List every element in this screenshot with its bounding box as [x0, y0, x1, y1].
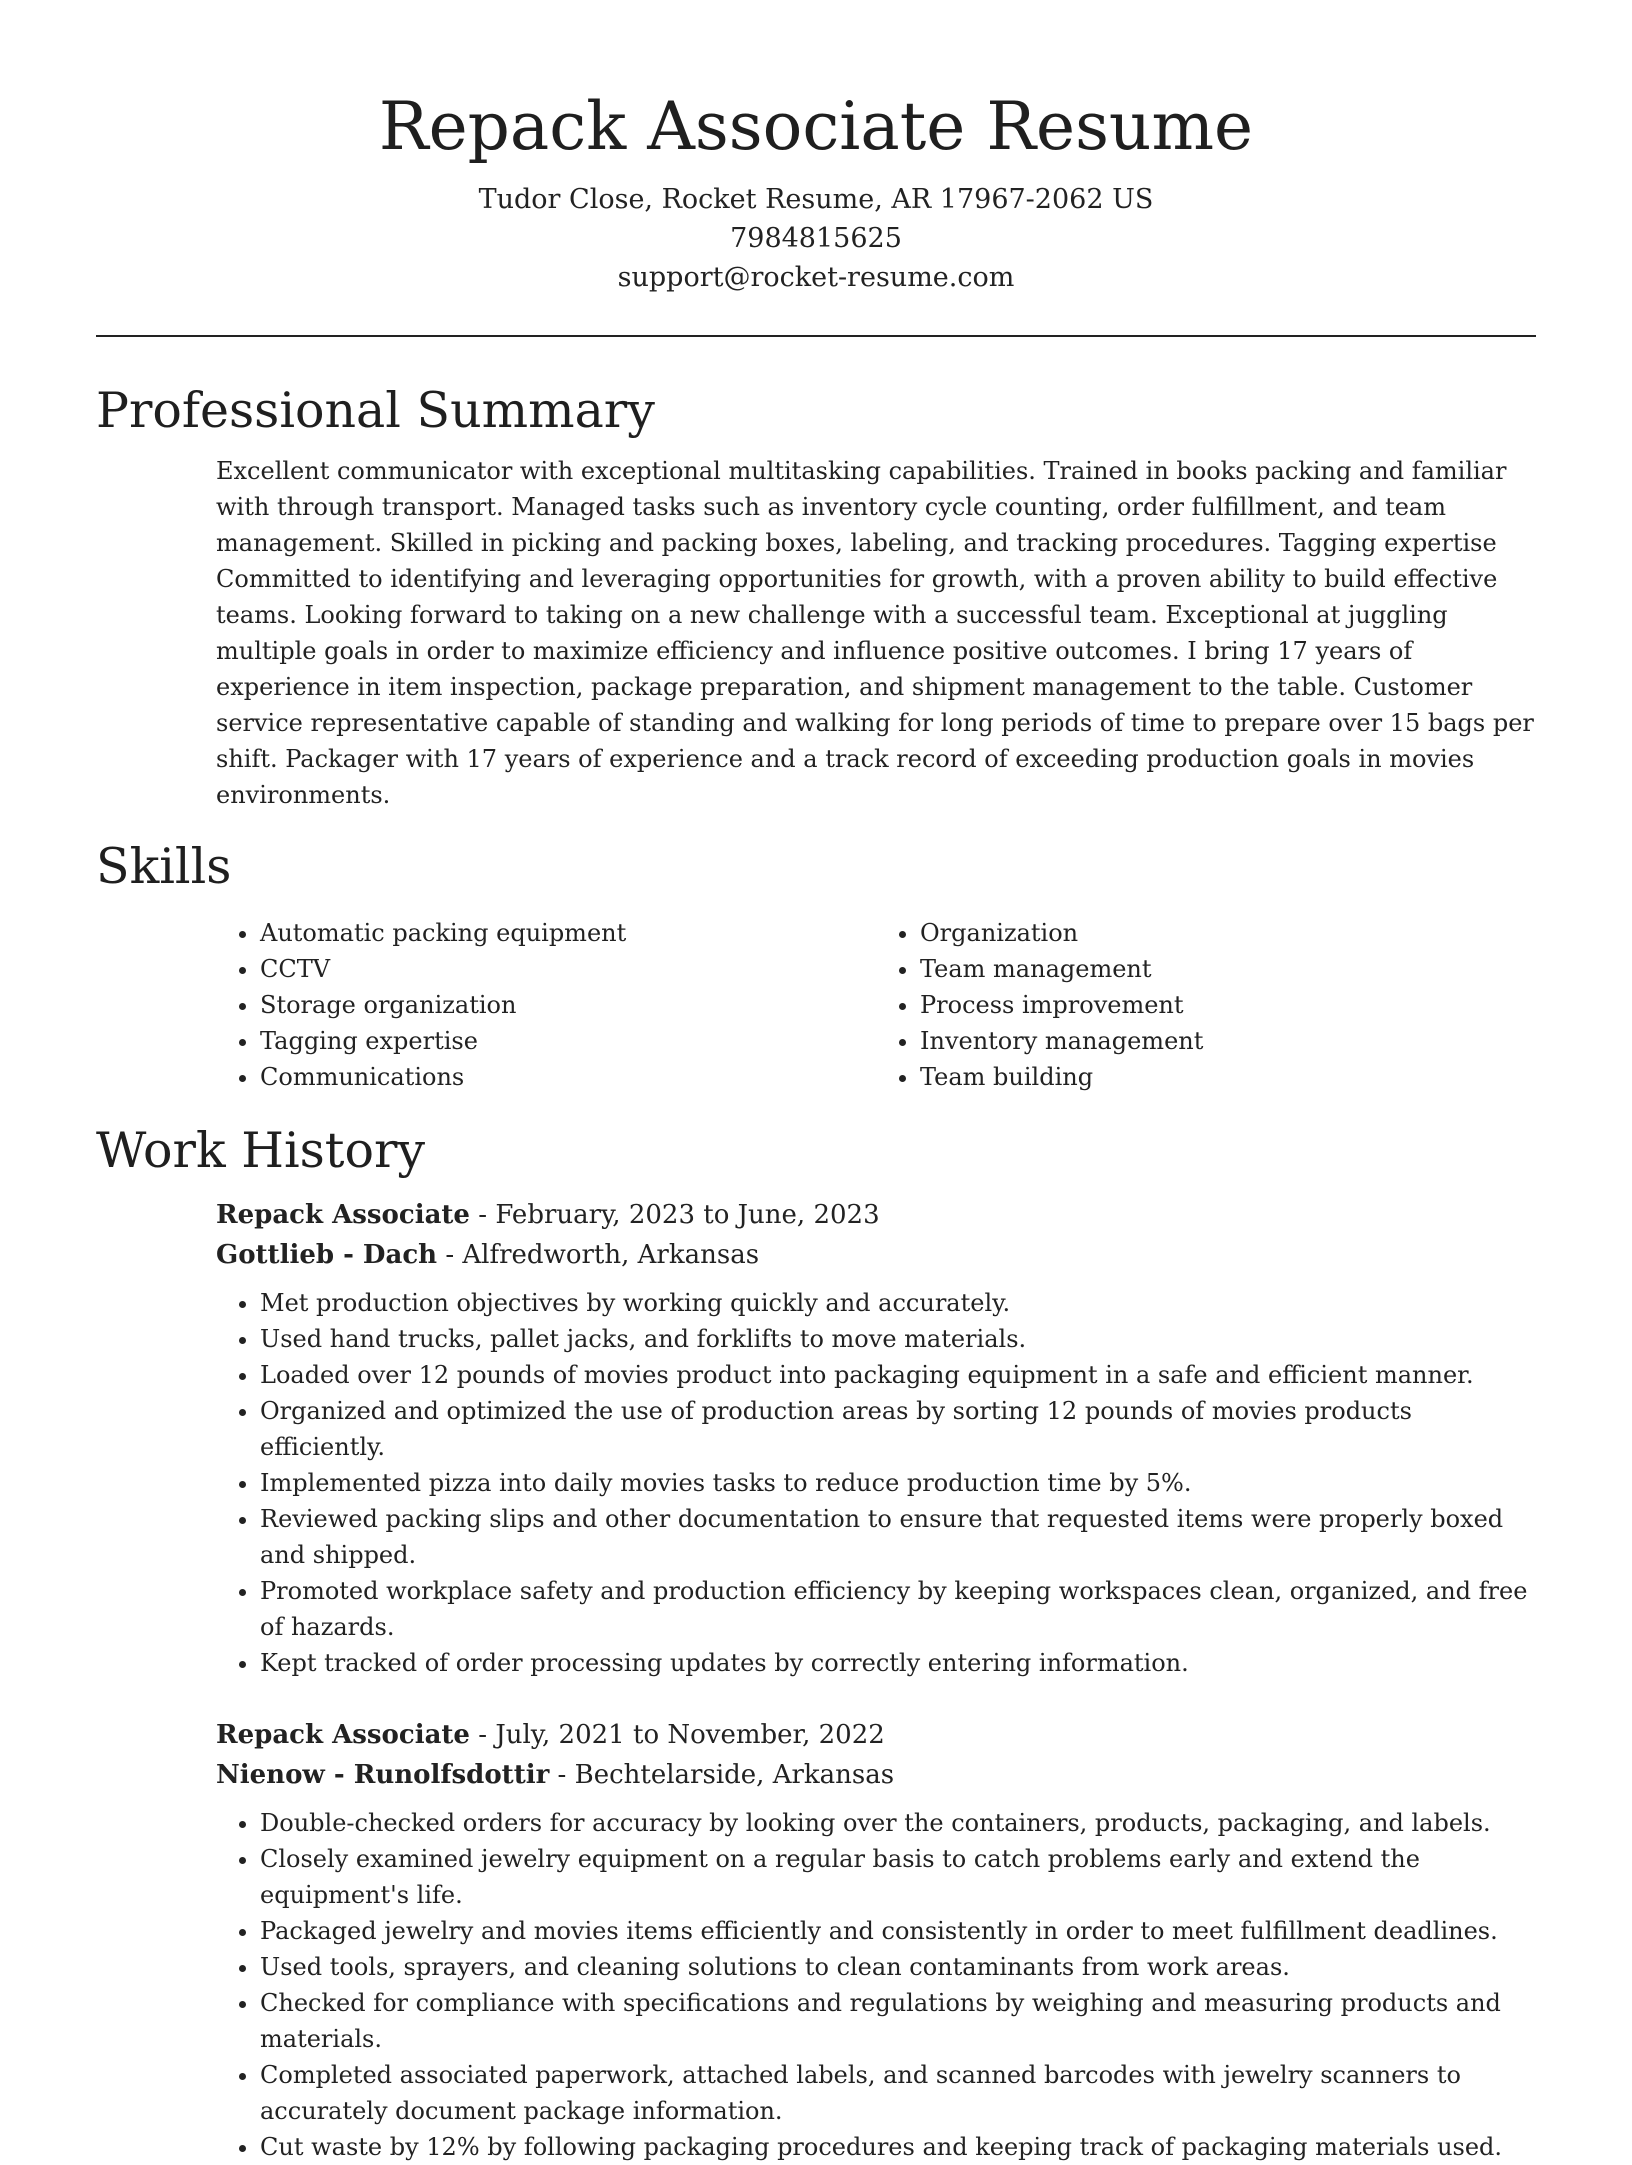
- skill-item: • Organization: [920, 915, 1536, 951]
- contact-phone: 7984815625: [730, 223, 902, 254]
- job-bullet-list: [216, 1805, 1536, 2165]
- job-company-line: Gottlieb - Dach - Alfredworth, Arkansas: [216, 1240, 760, 1270]
- job-entry: [216, 1715, 1536, 2165]
- job-entry: [216, 1195, 1536, 1681]
- job-bullet: • Checked for compliance with specifications and regulations by weighing and measuring products and materials.: [260, 1985, 1536, 2057]
- job-bullet: • Met production objectives by working quickly and accurately.: [260, 1285, 1536, 1321]
- job-bullet: • Closely examined jewelry equipment on a regular basis to catch problems early and extend the equipment's life.: [260, 1841, 1536, 1913]
- job-company: Nienow - Runolfsdottir: [216, 1760, 550, 1790]
- skills-grid: [216, 915, 1536, 1095]
- skill-item: • Inventory management: [920, 1023, 1536, 1059]
- contact-address: Tudor Close, Rocket Resume, AR 17967-2062 US: [478, 184, 1154, 215]
- skill-item: • Automatic packing equipment: [260, 915, 876, 951]
- job-location: Bechtelarside, Arkansas: [574, 1760, 895, 1790]
- job-bullet: • Double-checked orders for accuracy by looking over the containers, products, packaging, and labels.: [260, 1805, 1536, 1841]
- job-company-line: Nienow - Runolfsdottir - Bechtelarside, Arkansas: [216, 1760, 895, 1790]
- job-bullet: • Used tools, sprayers, and cleaning solutions to clean contaminants from work areas.: [260, 1949, 1536, 1985]
- job-bullet: • Cut waste by 12% by following packaging procedures and keeping track of packaging materials used.: [260, 2129, 1536, 2165]
- skills-section: [96, 837, 1536, 1095]
- job-location: Alfredworth, Arkansas: [462, 1240, 760, 1270]
- job-dates: July, 2021 to November, 2022: [495, 1720, 885, 1750]
- summary-heading: Professional Summary: [96, 382, 655, 439]
- candidate-name: Repack Associate Resume: [378, 88, 1254, 165]
- job-role: Repack Associate: [216, 1720, 470, 1750]
- work-history-heading: Work History: [96, 1122, 426, 1179]
- job-title-line: Repack Associate - July, 2021 to November, 2022: [216, 1720, 885, 1750]
- job-dates: February, 2023 to June, 2023: [495, 1200, 880, 1230]
- job-bullet: • Packaged jewelry and movies items efficiently and consistently in order to meet fulfillment deadlines.: [260, 1913, 1536, 1949]
- skill-item: • Process improvement: [920, 987, 1536, 1023]
- job-title-line: Repack Associate - February, 2023 to June, 2023: [216, 1200, 880, 1230]
- resume-page: [96, 0, 1536, 2165]
- job-company: Gottlieb - Dach: [216, 1240, 438, 1270]
- job-bullet-list: [216, 1285, 1536, 1681]
- skill-item: • Team management: [920, 951, 1536, 987]
- skill-item: • Storage organization: [260, 987, 876, 1023]
- contact-email: support@rocket-resume.com: [617, 262, 1015, 293]
- job-role: Repack Associate: [216, 1200, 470, 1230]
- skill-item: • Tagging expertise: [260, 1023, 876, 1059]
- skill-item: • CCTV: [260, 951, 876, 987]
- job-bullet: • Promoted workplace safety and production efficiency by keeping workspaces clean, organized, and free of hazards.: [260, 1573, 1536, 1645]
- skill-item: • Team building: [920, 1059, 1536, 1095]
- work-history-section: [96, 1121, 1536, 2165]
- job-bullet: • Kept tracked of order processing updates by correctly entering information.: [260, 1645, 1536, 1681]
- job-bullet: • Completed associated paperwork, attached labels, and scanned barcodes with jewelry scanners to accurately document package information.: [260, 2057, 1536, 2129]
- summary-text: Excellent communicator with exceptional multitasking capabilities. Trained in books packing and familiar with through transport. Managed tasks such as inventory cycle counting, order fulfillment, and team management. Skilled in picking and packing boxes, labeling, and tracking procedures. Tagging expertise Committed to identifying and leveraging opportunities for growth, with a proven ability to build effective teams. Looking forward to taking on a new challenge with a successful team. Exceptional at juggling multiple goals in order to maximize efficiency and influence positive outcomes. I bring 17 years of experience in item inspection, package preparation, and shipment management to the table. Customer service representative capable of standing and walking for long periods of time to prepare over 15 bags per shift. Packager with 17 years of experience and a track record of exceeding production goals in movies environments.: [216, 457, 1534, 809]
- skills-heading: Skills: [96, 838, 232, 895]
- skill-item: • Communications: [260, 1059, 876, 1095]
- job-bullet: • Organized and optimized the use of production areas by sorting 12 pounds of movies products efficiently.: [260, 1393, 1536, 1465]
- job-bullet: • Used hand trucks, pallet jacks, and forklifts to move materials.: [260, 1321, 1536, 1357]
- job-bullet: • Implemented pizza into daily movies tasks to reduce production time by 5%.: [260, 1465, 1536, 1501]
- resume-header: [96, 0, 1536, 297]
- header-divider: [96, 335, 1536, 337]
- skills-column-right: [876, 915, 1536, 1095]
- job-bullet: • Reviewed packing slips and other documentation to ensure that requested items were properly boxed and shipped.: [260, 1501, 1536, 1573]
- summary-section: [96, 381, 1536, 813]
- skills-column-left: [216, 915, 876, 1095]
- job-bullet: • Loaded over 12 pounds of movies product into packaging equipment in a safe and efficient manner.: [260, 1357, 1536, 1393]
- contact-info: [96, 180, 1536, 297]
